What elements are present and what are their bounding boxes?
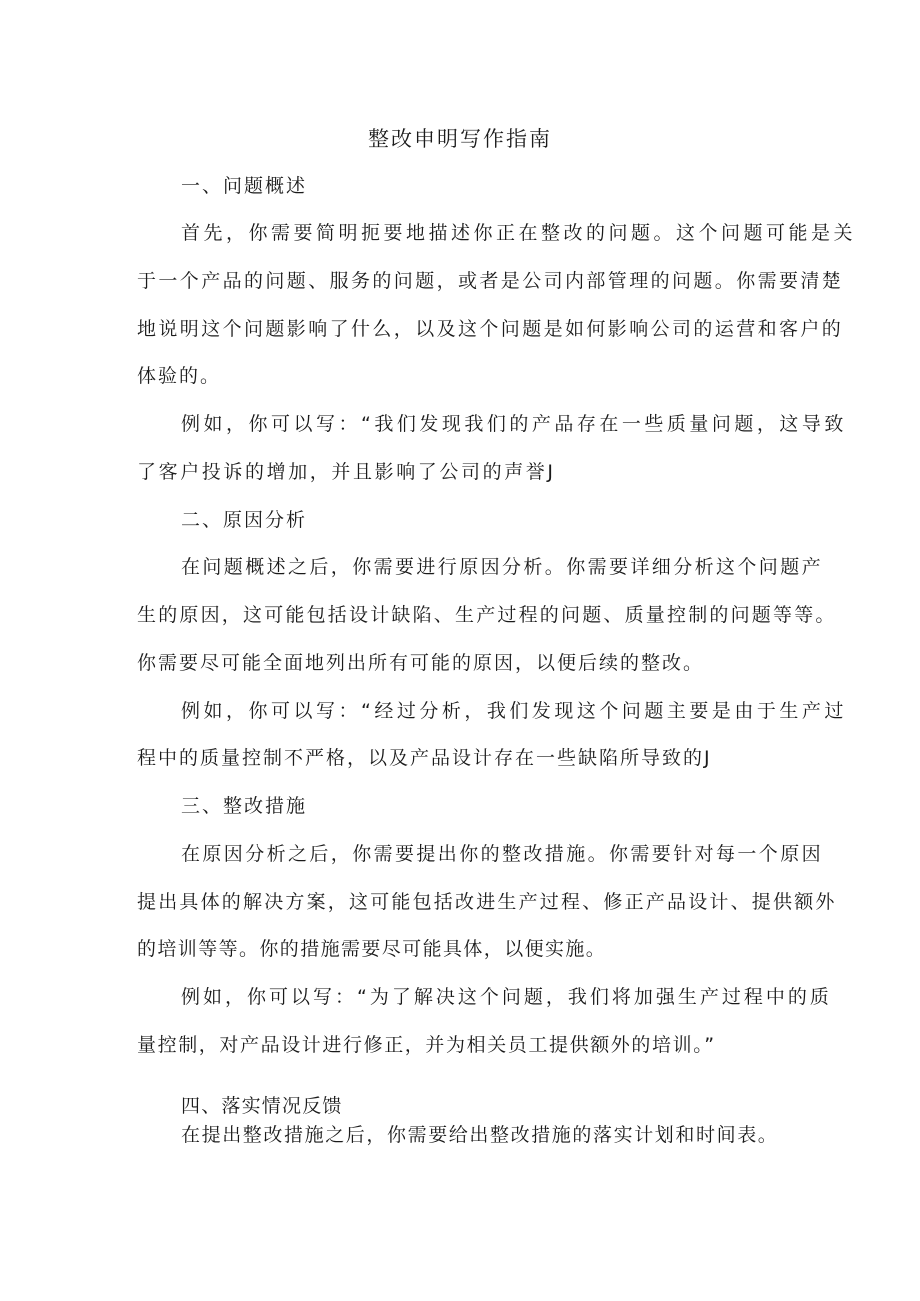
- paragraph-line: 提出具体的解决方案，这可能包括改进生产过程、修正产品设计、提供额外: [137, 891, 837, 913]
- paragraph-line: 你需要尽可能全面地列出所有可能的原因，以便后续的整改。: [137, 652, 705, 674]
- paragraph-line: 程中的质量控制不严格，以及产品设计存在一些缺陷所导致的J: [137, 747, 712, 769]
- paragraph-line: 例如，你可以写：“为了解决这个问题，我们将加强生产过程中的质: [181, 986, 832, 1008]
- section-heading-cause-analysis: 二、原因分析: [181, 509, 308, 531]
- paragraph-line: 地说明这个问题影响了什么，以及这个问题是如何影响公司的运营和客户的: [137, 318, 844, 340]
- section-heading-problem-overview: 一、问题概述: [181, 175, 308, 197]
- paragraph-line: 在问题概述之后，你需要进行原因分析。你需要详细分析这个问题产: [181, 556, 824, 578]
- paragraph-line: 例如，你可以写：“我们发现我们的产品存在一些质量问题，这导致: [181, 413, 847, 435]
- paragraph-line: 的培训等等。你的措施需要尽可能具体，以便实施。: [137, 938, 607, 960]
- paragraph-line: 生的原因，这可能包括设计缺陷、生产过程的问题、质量控制的问题等等。: [137, 604, 837, 626]
- paragraph-line: 在原因分析之后，你需要提出你的整改措施。你需要针对每一个原因: [181, 843, 824, 865]
- section-heading-implementation-feedback: 四、落实情况反馈: [181, 1095, 343, 1117]
- document-title: 整改申明写作指南: [368, 127, 552, 151]
- paragraph-line: 于一个产品的问题、服务的问题，或者是公司内部管理的问题。你需要清楚: [137, 270, 844, 292]
- paragraph-line: 体验的。: [137, 365, 222, 387]
- paragraph-line: 例如，你可以写：“经过分析，我们发现这个问题主要是由于生产过: [181, 700, 847, 722]
- section-heading-corrective-measures: 三、整改措施: [181, 795, 308, 817]
- paragraph-line: 了客户投诉的增加，并且影响了公司的声誉J: [137, 461, 556, 483]
- paragraph-line: 首先，你需要简明扼要地描述你正在整改的问题。这个问题可能是关: [181, 222, 857, 244]
- paragraph-line: 在提出整改措施之后，你需要给出整改措施的落实计划和时间表。: [181, 1124, 779, 1146]
- paragraph-line: 量控制，对产品设计进行修正，并为相关员工提供额外的培训。”: [137, 1034, 716, 1056]
